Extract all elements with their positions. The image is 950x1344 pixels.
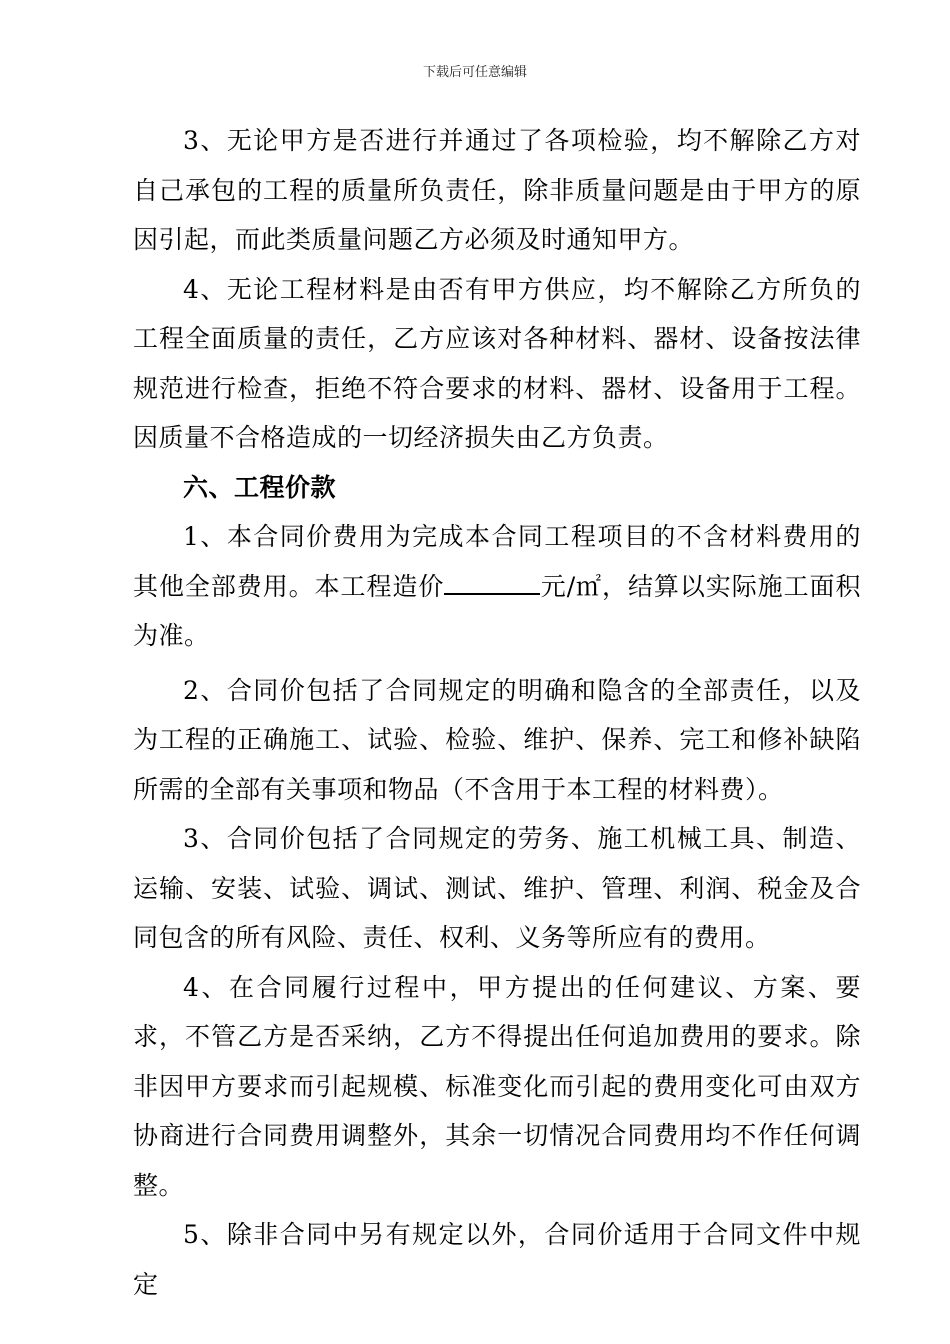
price-clause-1 [133, 512, 861, 661]
price-clause-1-text: 1、本合同价费用为完成本合同工程项目的不含材料费用的其他全部费用。本工程造价 [133, 522, 861, 601]
price-clause-2: 2、合同价包括了合同规定的明确和隐含的全部责任，以及为工程的正确施工、试验、检验、维护、保养、完工和修补缺陷所需的全部有关事项和物品（不含用于本工程的材料费）。 [133, 675, 861, 804]
clause-3-quality-inspection: 3、无论甲方是否进行并通过了各项检验，均不解除乙方对自己承包的工程的质量所负责任，除非质量问题是由于甲方的原因引起，而此类质量问题乙方必须及时通知甲方。 [133, 126, 861, 254]
clause-4-material-quality: 4、无论工程材料是由否有甲方供应，均不解除乙方所负的工程全面质量的责任，乙方应该对各种材料、器材、设备按法律规范进行检查，拒绝不符合要求的材料、器材、设备用于工程。因质量不合格造成的一切经济损失由乙方负责。 [133, 274, 861, 452]
price-blank-line [444, 571, 540, 595]
header-text: 下载后可任意编辑 [422, 65, 527, 80]
price-clause-3: 3、合同价包括了合同规定的劳务、施工机械工具、制造、运输、安装、试验、调试、测试、维护、管理、利润、税金及合同包含的所有风险、责任、权利、义务等所应有的费用。 [133, 824, 861, 952]
price-clause-1-unit-text: 元/㎡，结算以实际施工面积为准。 [133, 571, 861, 650]
section-heading-contract-price: 六、工程价款 [183, 472, 337, 502]
document-body [133, 116, 861, 1309]
page-header [0, 64, 950, 82]
price-clause-4: 4、在合同履行过程中，甲方提出的任何建议、方案、要求，不管乙方是否采纳，乙方不得提出任何追加费用的要求。除非因甲方要求而引起规模、标准变化而引起的费用变化可由双方协商进行合同费用调整外，其余一切情况合同费用均不作任何调整。 [133, 972, 861, 1200]
price-clause-5: 5、除非合同中另有规定以外，合同价适用于合同文件中规定 [133, 1220, 861, 1299]
